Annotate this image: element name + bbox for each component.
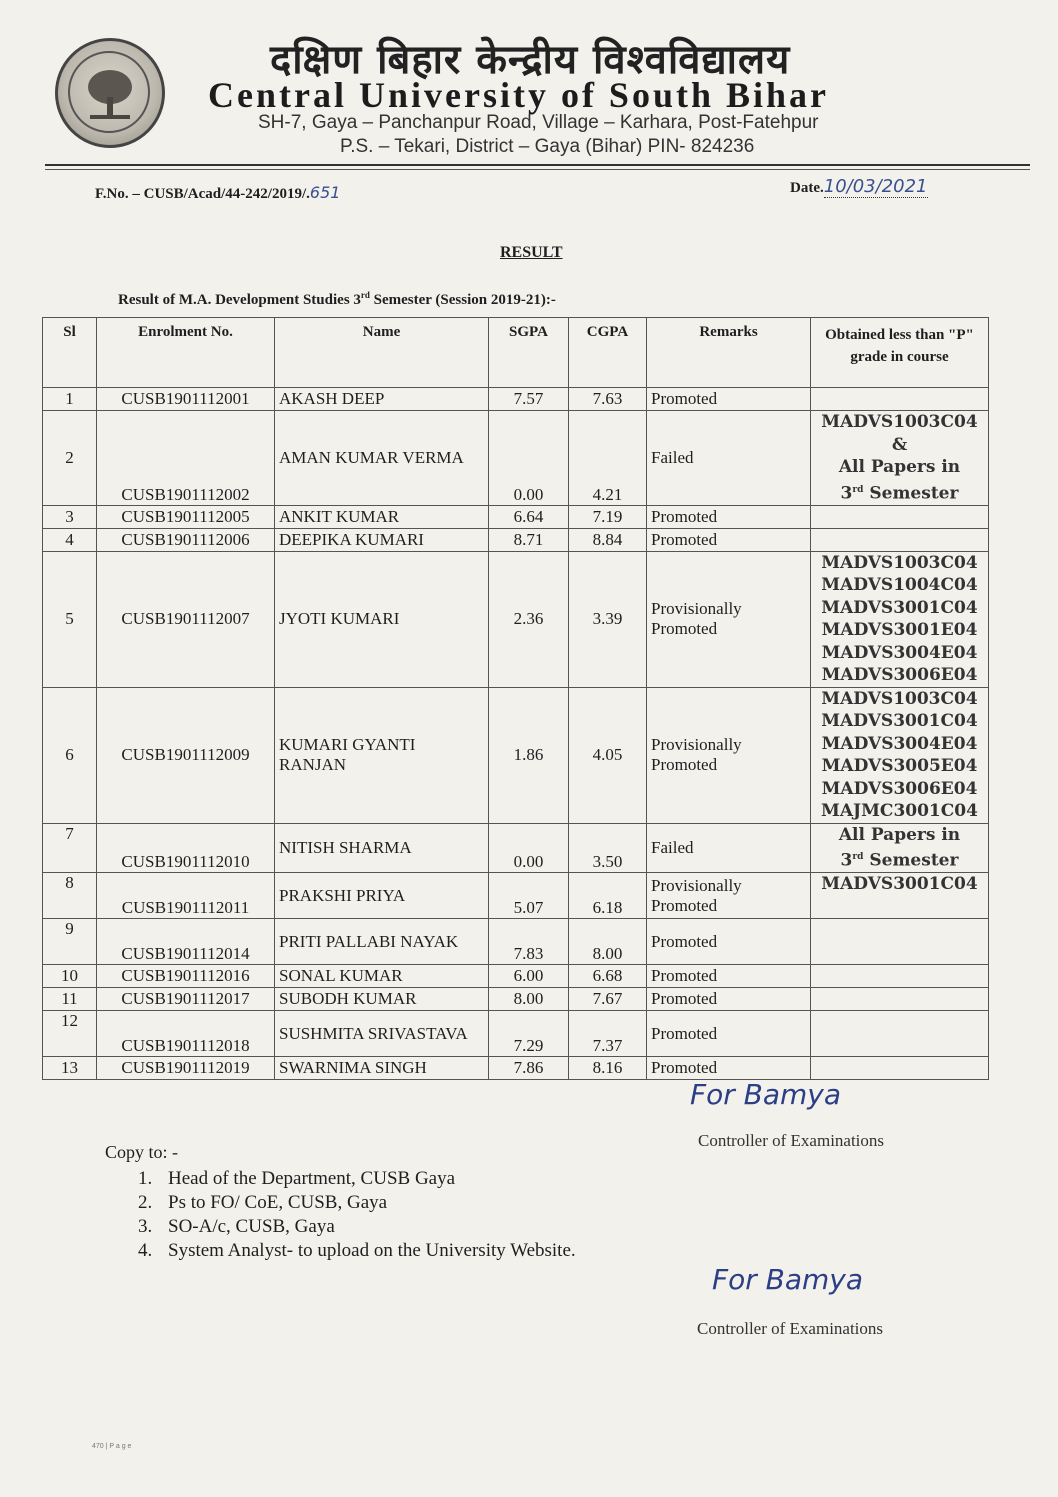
cell-name: PRAKSHI PRIYA (275, 873, 489, 919)
course-code: MADVS3001C04 (821, 711, 978, 732)
cell-obtained-less-than-p (811, 965, 989, 988)
course-code: MADVS1003C04 (821, 688, 978, 709)
cell-name: KUMARI GYANTI RANJAN (275, 687, 489, 823)
cell-sl: 8 (43, 873, 97, 919)
cell-obtained-less-than-p (811, 388, 989, 411)
file-number-label: F.No. – CUSB/Acad/44-242/2019/. (95, 186, 310, 202)
cell-sgpa: 7.83 (489, 919, 569, 965)
course-code: 3rd Semester (840, 850, 959, 871)
cell-sl: 3 (43, 505, 97, 528)
file-number-handwritten: 651 (309, 183, 341, 202)
cell-remarks: Promoted (647, 988, 811, 1011)
header-enrolment: Enrolment No. (97, 318, 275, 388)
cell-sgpa: 5.07 (489, 873, 569, 919)
cell-sl: 10 (43, 965, 97, 988)
cell-obtained-less-than-p (811, 411, 989, 506)
cell-enrolment: CUSB1901112014 (97, 919, 275, 965)
cell-name: PRITI PALLABI NAYAK (275, 919, 489, 965)
cell-remarks: Promoted (647, 1011, 811, 1057)
cell-remarks: Promoted (647, 1057, 811, 1080)
cell-obtained-less-than-p (811, 919, 989, 965)
course-code: & (891, 434, 908, 455)
header-sl: Sl (43, 318, 97, 388)
header-cgpa: CGPA (569, 318, 647, 388)
cell-enrolment: CUSB1901112011 (97, 873, 275, 919)
university-name-hindi: दक्षिण बिहार केन्द्रीय विश्वविद्यालय (270, 37, 791, 83)
controller-title-1: Controller of Examinations (698, 1131, 885, 1150)
course-code: All Papers in (838, 824, 961, 845)
cell-enrolment: CUSB1901112005 (97, 505, 275, 528)
cell-obtained-less-than-p (811, 505, 989, 528)
cell-name: SUBODH KUMAR (275, 988, 489, 1011)
cell-remarks: Failed (647, 823, 811, 873)
table-row (43, 505, 989, 528)
cell-name: NITISH SHARMA (275, 823, 489, 873)
cell-cgpa: 7.63 (569, 388, 647, 411)
cell-sgpa: 0.00 (489, 411, 569, 506)
cell-cgpa: 8.84 (569, 528, 647, 551)
header-remarks: Remarks (647, 318, 811, 388)
header-rule-thin (45, 169, 1030, 170)
cell-remarks: Promoted (647, 528, 811, 551)
course-code: MADVS3006E04 (821, 665, 978, 686)
cell-enrolment: CUSB1901112001 (97, 388, 275, 411)
cell-name: DEEPIKA KUMARI (275, 528, 489, 551)
cell-sl: 5 (43, 551, 97, 687)
page-footer: 470 | P a g e (92, 1443, 132, 1450)
course-code: MADVS3001C04 (821, 874, 978, 895)
table-row (43, 528, 989, 551)
header-obtained-less-than-p: Obtained less than "P" grade in course (811, 318, 989, 388)
table-row (43, 1011, 989, 1057)
list-item: 2. Ps to FO/ CoE, CUSB, Gaya (138, 1192, 388, 1213)
cell-enrolment: CUSB1901112010 (97, 823, 275, 873)
cell-remarks: Provisionally Promoted (647, 873, 811, 919)
cell-cgpa: 3.39 (569, 551, 647, 687)
cell-enrolment: CUSB1901112006 (97, 528, 275, 551)
course-code: MADVS3004E04 (821, 733, 978, 754)
cell-name: SWARNIMA SINGH (275, 1057, 489, 1080)
cell-remarks: Provisionally Promoted (647, 551, 811, 687)
table-row (43, 551, 989, 687)
course-code: MAJMC3001C04 (821, 801, 978, 822)
cell-sgpa: 1.86 (489, 687, 569, 823)
address-line-1: SH-7, Gaya – Panchanpur Road, Village – Karhara, Post-Fatehpur (258, 112, 819, 133)
cell-sgpa: 8.00 (489, 988, 569, 1011)
table-row (43, 965, 989, 988)
date-handwritten: 10/03/2021 (823, 176, 928, 197)
result-table (42, 317, 989, 1080)
controller-title-2: Controller of Examinations (697, 1319, 884, 1338)
cell-sl: 6 (43, 687, 97, 823)
cell-enrolment: CUSB1901112017 (97, 988, 275, 1011)
cell-cgpa: 8.16 (569, 1057, 647, 1080)
course-code: 3rd Semester (840, 483, 959, 504)
address-line-2: P.S. – Tekari, District – Gaya (Bihar) PIN- 824236 (340, 136, 755, 157)
cell-obtained-less-than-p (811, 988, 989, 1011)
table-row (43, 411, 989, 506)
cell-sgpa: 8.71 (489, 528, 569, 551)
copy-to-list (138, 1167, 576, 1263)
cell-name: JYOTI KUMARI (275, 551, 489, 687)
cell-sgpa: 6.00 (489, 965, 569, 988)
table-row (43, 919, 989, 965)
cell-name: AMAN KUMAR VERMA (275, 411, 489, 506)
course-code: MADVS1003C04 (821, 412, 978, 432)
header-name: Name (275, 318, 489, 388)
cell-sl: 13 (43, 1057, 97, 1080)
cell-sgpa: 0.00 (489, 823, 569, 873)
cell-remarks: Failed (647, 411, 811, 506)
cell-cgpa: 4.05 (569, 687, 647, 823)
university-seal-logo (55, 38, 165, 148)
result-heading: RESULT (500, 244, 563, 261)
table-row (43, 388, 989, 411)
university-name-english: Central University of South Bihar (208, 75, 829, 115)
table-row (43, 873, 989, 919)
cell-name: SONAL KUMAR (275, 965, 489, 988)
cell-sl: 7 (43, 823, 97, 873)
course-code: All Papers in (838, 457, 961, 477)
table-row (43, 1057, 989, 1080)
cell-name: AKASH DEEP (275, 388, 489, 411)
cell-remarks: Promoted (647, 965, 811, 988)
cell-name: ANKIT KUMAR (275, 505, 489, 528)
cell-enrolment: CUSB1901112019 (97, 1057, 275, 1080)
cell-sl: 12 (43, 1011, 97, 1057)
file-number (95, 183, 340, 203)
cell-sgpa: 7.29 (489, 1011, 569, 1057)
course-code: MADVS3001C04 (821, 597, 978, 618)
date-label: Date. (790, 180, 824, 196)
cell-enrolment: CUSB1901112018 (97, 1011, 275, 1057)
course-code: MADVS3006E04 (821, 778, 978, 799)
cell-obtained-less-than-p (811, 823, 989, 873)
cell-obtained-less-than-p (811, 1057, 989, 1080)
cell-cgpa: 3.50 (569, 823, 647, 873)
cell-remarks: Provisionally Promoted (647, 687, 811, 823)
course-code: MADVS3001E04 (821, 620, 978, 641)
cell-sgpa: 6.64 (489, 505, 569, 528)
table-row (43, 823, 989, 873)
cell-sl: 4 (43, 528, 97, 551)
cell-cgpa: 4.21 (569, 411, 647, 506)
course-code: MADVS1004C04 (821, 575, 978, 596)
cell-obtained-less-than-p (811, 1011, 989, 1057)
table-body (43, 388, 989, 1080)
signature-2: For Bamya (712, 1263, 864, 1296)
result-subtitle: Result of M.A. Development Studies 3rd Semester (Session 2019-21):- (118, 290, 556, 308)
cell-enrolment: CUSB1901112002 (97, 411, 275, 506)
cell-remarks: Promoted (647, 505, 811, 528)
cell-obtained-less-than-p (811, 551, 989, 687)
cell-name: SUSHMITA SRIVASTAVA (275, 1011, 489, 1057)
cell-sl: 9 (43, 919, 97, 965)
cell-sl: 2 (43, 411, 97, 506)
cell-cgpa: 7.19 (569, 505, 647, 528)
course-code: MADVS3004E04 (821, 642, 978, 663)
document-date (790, 176, 928, 197)
header-sgpa: SGPA (489, 318, 569, 388)
signature-1: For Bamya (690, 1078, 842, 1111)
list-item: 4. System Analyst- to upload on the University Website. (138, 1240, 576, 1261)
cell-cgpa: 7.67 (569, 988, 647, 1011)
table-row (43, 988, 989, 1011)
header-rule (45, 164, 1030, 166)
table-header-row (43, 318, 989, 388)
cell-cgpa: 6.18 (569, 873, 647, 919)
cell-sgpa: 7.57 (489, 388, 569, 411)
cell-obtained-less-than-p (811, 873, 989, 919)
cell-sl: 1 (43, 388, 97, 411)
cell-cgpa: 8.00 (569, 919, 647, 965)
cell-remarks: Promoted (647, 919, 811, 965)
cell-obtained-less-than-p (811, 528, 989, 551)
cell-enrolment: CUSB1901112009 (97, 687, 275, 823)
cell-sl: 11 (43, 988, 97, 1011)
list-item: 1. Head of the Department, CUSB Gaya (138, 1168, 456, 1189)
course-code: MADVS1003C04 (821, 552, 978, 573)
cell-remarks: Promoted (647, 388, 811, 411)
list-item: 3. SO-A/c, CUSB, Gaya (138, 1216, 335, 1237)
cell-sgpa: 2.36 (489, 551, 569, 687)
cell-cgpa: 7.37 (569, 1011, 647, 1057)
cell-enrolment: CUSB1901112007 (97, 551, 275, 687)
course-code: MADVS3005E04 (821, 756, 978, 777)
table-row (43, 687, 989, 823)
cell-obtained-less-than-p (811, 687, 989, 823)
copy-to-label: Copy to: - (105, 1142, 179, 1162)
cell-enrolment: CUSB1901112016 (97, 965, 275, 988)
cell-cgpa: 6.68 (569, 965, 647, 988)
cell-sgpa: 7.86 (489, 1057, 569, 1080)
